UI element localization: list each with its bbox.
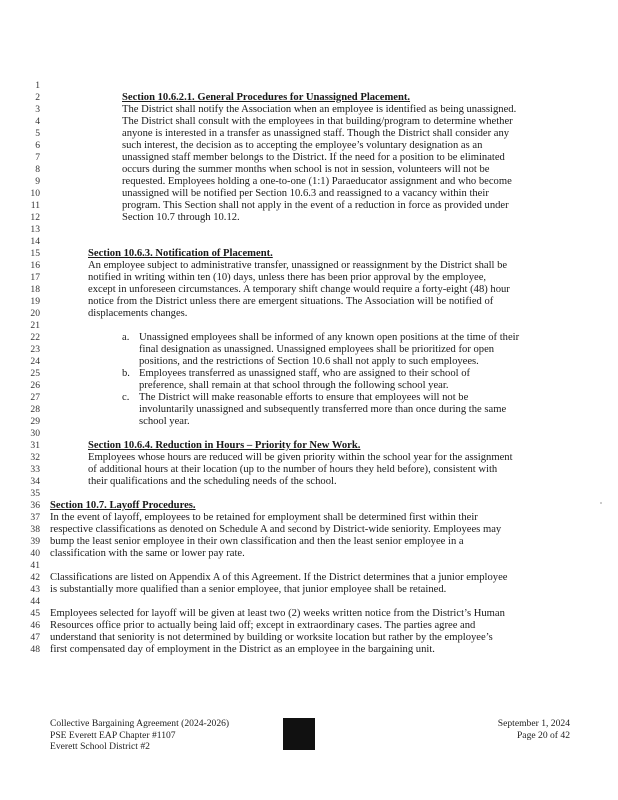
body-line: first compensated day of employment in the District as an employee in the bargaining unit. xyxy=(50,644,435,655)
body-line: such interest, the decision as to accepting the employee’s voluntary designation as an xyxy=(122,140,483,151)
body-line: notified in writing within ten (10) days, unless there has been prior approval by the employee, xyxy=(88,272,487,283)
line-number: 47 xyxy=(30,632,40,643)
line-number: 9 xyxy=(35,176,40,187)
footer-date: September 1, 2024 xyxy=(497,718,570,729)
line-number: 16 xyxy=(30,260,40,271)
line-number: 7 xyxy=(35,152,40,163)
list-item-line: involuntarily unassigned and subsequently transferred more than once during the same xyxy=(139,404,507,415)
body-line: An employee subject to administrative transfer, unassigned or reassignment by the District shall be xyxy=(88,260,508,271)
body-line: classification with the same or lower pay rate. xyxy=(50,548,245,559)
line-number: 38 xyxy=(30,524,40,535)
section-heading: Section 10.6.4. Reduction in Hours – Priority for New Work. xyxy=(88,440,361,451)
line-number: 17 xyxy=(30,272,40,283)
line-number: 29 xyxy=(30,416,40,427)
line-number: 42 xyxy=(30,572,40,583)
body-line: except in unforeseen circumstances. A temporary shift change would require a forty-eight (48) hour xyxy=(88,284,510,295)
body-line: program. This Section shall not apply in the event of a reduction in force as provided under xyxy=(122,200,509,211)
footer-right xyxy=(440,718,570,741)
list-item-line: school year. xyxy=(139,416,190,427)
line-number: 23 xyxy=(30,344,40,355)
body-line: Resources office prior to actually being laid off; except in extraordinary cases. The parties agree and xyxy=(50,620,476,631)
line-number: 31 xyxy=(30,440,40,451)
line-number: 3 xyxy=(35,104,40,115)
body-line: anyone is interested in a transfer as unassigned staff. Though the District shall consider any xyxy=(122,128,510,139)
line-number: 32 xyxy=(30,452,40,463)
body-line: of additional hours at their location (up to the number of hours they held before), consistent with xyxy=(88,464,498,475)
line-number: 22 xyxy=(30,332,40,343)
line-number: 39 xyxy=(30,536,40,547)
line-number: 13 xyxy=(30,224,40,235)
line-number: 28 xyxy=(30,404,40,415)
list-item-line: positions, and the restrictions of Section 10.6 shall not apply to such employees. xyxy=(139,356,479,367)
body-line: displacements changes. xyxy=(88,308,188,319)
body-line: respective classifications as denoted on Schedule A and second by District-wide seniority. Employees may xyxy=(50,524,502,535)
line-number: 34 xyxy=(30,476,40,487)
list-item-line: preference, shall remain at that school through the following school year. xyxy=(139,380,449,391)
line-number: 2 xyxy=(35,92,40,103)
body-line: unassigned will be notified per Section 10.6.3 and reassigned to a vacancy within their xyxy=(122,188,489,199)
body-line: unassigned staff member belongs to the District. If the need for a position to be eliminated xyxy=(122,152,505,163)
scan-speck xyxy=(600,502,602,504)
body-line: is substantially more qualified than a senior employee, that junior employee shall be retained. xyxy=(50,584,447,595)
line-number: 40 xyxy=(30,548,40,559)
list-item-line: The District will make reasonable efforts to ensure that employees will not be xyxy=(139,392,469,403)
line-number: 41 xyxy=(30,560,40,571)
line-number: 37 xyxy=(30,512,40,523)
line-number: 24 xyxy=(30,356,40,367)
body-line: their qualifications and the scheduling needs of the school. xyxy=(88,476,337,487)
line-number: 45 xyxy=(30,608,40,619)
line-number: 43 xyxy=(30,584,40,595)
line-number: 4 xyxy=(35,116,40,127)
line-number: 14 xyxy=(30,236,40,247)
footer-page-number: Page 20 of 42 xyxy=(516,729,570,741)
body-line: Classifications are listed on Appendix A of this Agreement. If the District determines that a junior employee xyxy=(50,572,508,583)
list-item-line: Unassigned employees shall be informed of any known open positions at the time of their xyxy=(139,332,520,343)
line-number: 6 xyxy=(35,140,40,151)
body-line: The District shall notify the Association when an employee is identified as being unassigned. xyxy=(122,104,517,115)
black-square-mark xyxy=(283,718,315,750)
line-number: 33 xyxy=(30,464,40,475)
body-line: notice from the District unless there are emergent situations. The Association will be notified of xyxy=(88,296,494,307)
line-number: 27 xyxy=(30,392,40,403)
list-item-line: final designation as unassigned. Unassigned employees shall be prioritized for open xyxy=(139,344,495,355)
line-number: 25 xyxy=(30,368,40,379)
list-marker: a. xyxy=(122,332,130,343)
line-number: 30 xyxy=(30,428,40,439)
footer-chapter: PSE Everett EAP Chapter #1107 xyxy=(50,729,176,741)
body-line: The District shall consult with the employees in that building/program to determine whether xyxy=(122,116,513,127)
line-number: 5 xyxy=(35,128,40,139)
list-marker: b. xyxy=(122,368,130,379)
line-number: 8 xyxy=(35,164,40,175)
body-line: requested. Employees holding a one-to-one (1:1) Paraeducator assignment and who become xyxy=(122,176,512,187)
line-number: 18 xyxy=(30,284,40,295)
body-line: understand that seniority is not determined by building or worksite location but rather by the employee’s xyxy=(50,632,493,643)
line-number: 1 xyxy=(35,80,40,91)
line-number: 46 xyxy=(30,620,40,631)
body-line: Employees selected for layoff will be given at least two (2) weeks written notice from the District’s Human xyxy=(50,608,505,619)
footer-agreement: Collective Bargaining Agreement (2024-2026) xyxy=(50,718,230,729)
body-line: In the event of layoff, employees to be retained for employment shall be determined first within their xyxy=(50,512,478,523)
body-line: occurs during the summer months when school is not in session, volunteers will not be xyxy=(122,164,490,175)
section-heading: Section 10.7. Layoff Procedures. xyxy=(50,500,196,511)
line-number: 21 xyxy=(30,320,40,331)
body-line: Section 10.7 through 10.12. xyxy=(122,212,240,223)
footer-district: Everett School District #2 xyxy=(50,741,150,752)
line-number: 36 xyxy=(30,500,40,511)
section-heading: Section 10.6.2.1. General Procedures for Unassigned Placement. xyxy=(122,92,411,103)
body-line: bump the least senior employee in their own classification and then the least senior employee in a xyxy=(50,536,464,547)
list-marker: c. xyxy=(122,392,130,403)
line-number: 15 xyxy=(30,248,40,259)
section-heading: Section 10.6.3. Notification of Placement. xyxy=(88,248,273,259)
line-number: 20 xyxy=(30,308,40,319)
list-item-line: Employees transferred as unassigned staff, who are assigned to their school of xyxy=(139,368,471,379)
body-line: Employees whose hours are reduced will be given priority within the school year for the assignment xyxy=(88,452,513,463)
line-number: 48 xyxy=(30,644,40,655)
line-number: 26 xyxy=(30,380,40,391)
line-number: 19 xyxy=(30,296,40,307)
line-number: 35 xyxy=(30,488,40,499)
line-number: 12 xyxy=(30,212,40,223)
footer-left xyxy=(50,718,229,753)
line-number: 10 xyxy=(30,188,40,199)
line-number: 44 xyxy=(30,596,40,607)
line-number: 11 xyxy=(30,200,40,211)
